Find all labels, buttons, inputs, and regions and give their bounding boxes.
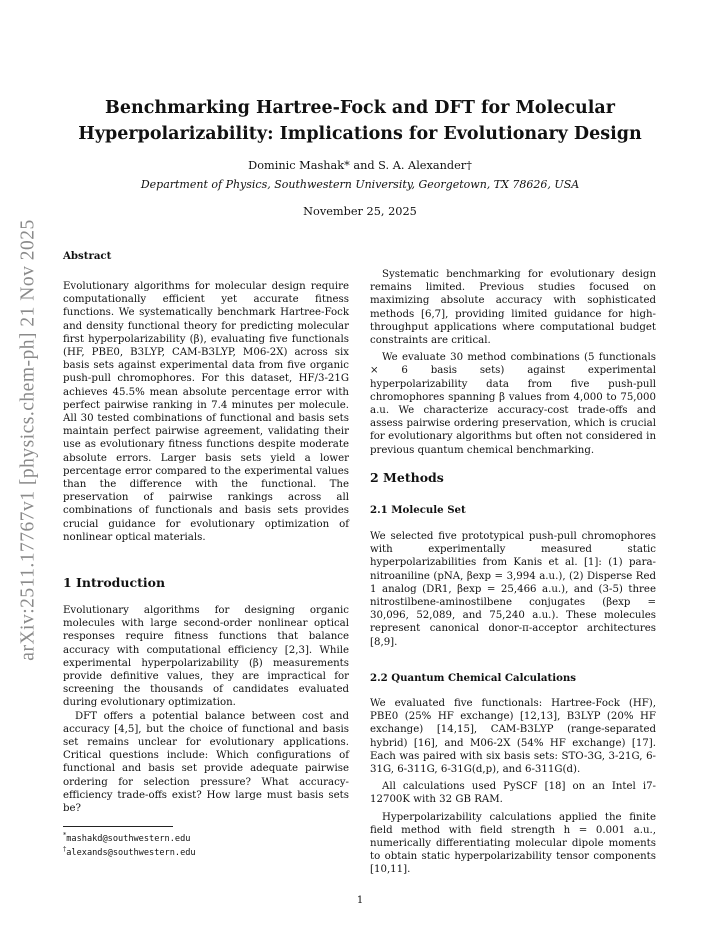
abstract-heading: Abstract [63,250,112,262]
intro-paragraph-3: Systematic benchmarking for evolutionary design remains limited. Previous studies focused on maximizing absolute accuracy with sophisticated methods [6,7], providing limited guidance for high-throughput applications where computational budget constraints are critical. [370,269,656,347]
paper-title [60,95,660,147]
molecule-set-heading: 2.1 Molecule Set [370,504,466,516]
footnote-2-email[interactable]: alexands@southwestern.edu [66,847,196,858]
date: November 25, 2025 [303,205,417,218]
arxiv-id: arXiv:2511.17767v1 [physics.chem-ph] 21 Nov 2025 [18,219,40,661]
molecule-set-body [370,530,656,649]
methods-heading: 2 Methods [370,470,444,485]
footnote-2 [63,844,196,859]
qc-body [370,697,656,877]
introduction-heading: 1 Introduction [63,575,166,590]
qc-paragraph-1: We evaluated five functionals: Hartree-Fock (HF), PBE0 (25% HF exchange) [12,13], B3LYP (20% HF exchange) [14,15], CAM-B3LYP (range-separated hybrid) [16], and M06-2X (54% HF exchange) [17]. Each was paired with six basis sets: STO-3G, 3-21G, 6-31G, 6-311G, 6-31G(d,p), and 6-311G(d). [370,698,656,776]
intro-paragraph-2: DFT offers a potential balance between cost and accuracy [4,5], but the choice of functional and basis set remains unclear for evolutionary applications. Critical questions include: Which configurations of functional and basis set provide adequate pairwise ordering for selection pressure? What accuracy-efficiency trade-offs exist? How large must basis sets be? [63,710,349,815]
title-line-2: Hyperpolarizability: Implications for Evolutionary Design [78,124,642,144]
title-line-1: Benchmarking Hartree-Fock and DFT for Molecular [105,98,615,118]
affiliation: Department of Physics, Southwestern University, Georgetown, TX 78626, USA [140,178,580,191]
page-number: 1 [356,895,364,906]
introduction-body [63,604,349,815]
intro-paragraph-1: Evolutionary algorithms for designing organic molecules with large second-order nonlinear optical responses require fitness functions that balance accuracy with computational efficiency [2,3]. While experimental hyperpolarizability (β) measurements provide definitive values, they are impractical for screening the thousands of candidates evaluated during evolutionary optimization. [63,605,349,709]
footnote-1 [63,830,190,845]
qc-heading: 2.2 Quantum Chemical Calculations [370,672,577,684]
qc-paragraph-3: Hyperpolarizability calculations applied the finite field method with field strength h = 0.001 a.u., numerically differentiating molecular dipole moments to obtain static hyperpolarizability tensor components [10,11]. [370,811,656,876]
footnote-1-email[interactable]: mashakd@southwestern.edu [66,833,191,844]
abstract-body [63,280,349,544]
arxiv-stamp [8,205,50,675]
intro-continued [370,268,656,457]
abstract-text: Evolutionary algorithms for molecular design require computationally efficient yet accurate fitness functions. We systematically benchmark Hartree-Fock and density functional theory for predicting molecular first hyperpolarizability (β), evaluating five functionals (HF, PBE0, B3LYP, CAM-B3LYP, M06-2X) across six basis sets against experimental data from five organic push-pull chromophores. For this dataset, HF/3-21G achieves 45.5% mean absolute percentage error with perfect pairwise ranking in 7.4 minutes per molecule. All 30 tested combinations of functional and basis sets maintain perfect pairwise agreement, validating their use as evolutionary fitness functions despite moderate absolute errors. Larger basis sets yield a lower percentage error compared to the experimental values than the difference with the functional. The preservation of pairwise rankings across all combinations of functionals and basis sets provides crucial guidance for evolutionary optimization of nonlinear optical materials. [63,281,349,543]
footnote-rule [63,826,173,827]
qc-paragraph-2: All calculations used PySCF [18] on an Intel i7-12700K with 32 GB RAM. [370,781,656,806]
footnote-1-mark: * [63,831,67,839]
authors: Dominic Mashak* and S. A. Alexander† [248,159,472,172]
molecule-set-text: We selected five prototypical push-pull chromophores with experimentally measured static hyperpolarizabilities from Kanis et al. [1]: (1) para-nitroaniline (pNA, βexp = 3,994 a.u.), (2) Disperse Red 1 analog (DR1, βexp = 25,466 a.u.), and (3-5) three nitrostilbene-aminostilbene conjugates (βexp = 30,096, 52,089, and 75,240 a.u.). These molecules represent canonical donor-π-acceptor architectures [8,9]. [370,531,656,648]
intro-paragraph-4: We evaluate 30 method combinations (5 functionals × 6 basis sets) against experimental hyperpolarizability data from five push-pull chromophores spanning β values from 4,000 to 75,000 a.u. We characterize accuracy-cost trade-offs and assess pairwise ordering preservation, which is crucial for evolutionary algorithms but often not considered in previous quantum chemical benchmarking. [370,352,656,456]
footnote-2-mark: † [63,845,67,853]
